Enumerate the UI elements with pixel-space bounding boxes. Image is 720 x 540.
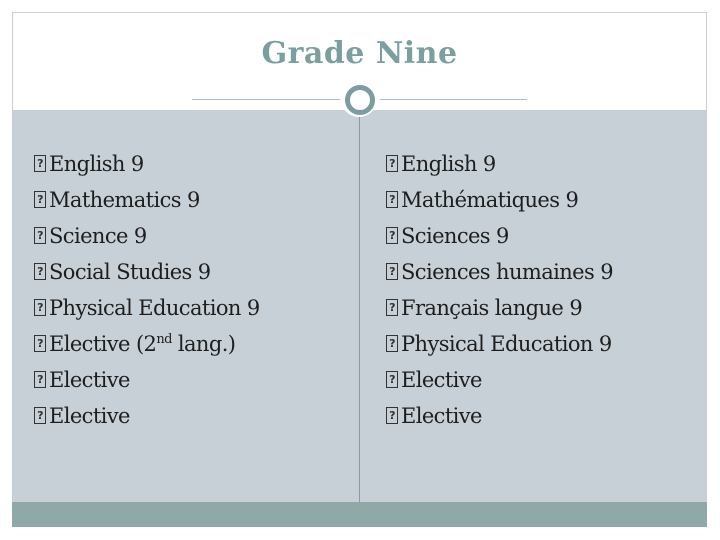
bullet-icon (386, 335, 398, 352)
course-name-part: lang.) (171, 332, 236, 356)
bullet-icon (386, 299, 398, 316)
list-item (386, 182, 613, 218)
course-name: Elective (49, 404, 130, 428)
course-name: Physical Education 9 (401, 332, 612, 356)
title-rule-right (380, 99, 527, 100)
list-item (386, 362, 613, 398)
bullet-icon (386, 263, 398, 280)
list-item (34, 362, 260, 398)
bullet-icon (34, 407, 46, 424)
bullet-icon (34, 155, 46, 172)
course-name: Social Studies 9 (49, 260, 211, 284)
course-name-part: Elective (2 (49, 332, 157, 356)
course-name: English 9 (401, 152, 496, 176)
list-item (34, 290, 260, 326)
ordinal-superscript: nd (156, 332, 172, 347)
course-name: Mathématiques 9 (401, 188, 579, 212)
list-item (386, 290, 613, 326)
list-item (386, 218, 613, 254)
course-name: Sciences 9 (401, 224, 509, 248)
english-program-list (34, 146, 260, 434)
list-item (34, 218, 260, 254)
course-name: Elective (401, 368, 482, 392)
footer-bar (12, 502, 707, 527)
course-name: Français langue 9 (401, 296, 583, 320)
bullet-icon (34, 263, 46, 280)
bullet-icon (34, 299, 46, 316)
title-rule-left (192, 99, 340, 100)
bullet-icon (386, 371, 398, 388)
column-divider (359, 110, 360, 502)
list-item (34, 326, 260, 362)
bullet-icon (386, 155, 398, 172)
course-name: Elective (401, 404, 482, 428)
list-item (34, 398, 260, 434)
bullet-icon (386, 407, 398, 424)
course-name: Physical Education 9 (49, 296, 260, 320)
course-name: English 9 (49, 152, 144, 176)
list-item (386, 254, 613, 290)
bullet-icon (34, 335, 46, 352)
list-item (34, 146, 260, 182)
course-name: Elective (49, 368, 130, 392)
course-name: Mathematics 9 (49, 188, 200, 212)
slide-title: Grade Nine (261, 36, 458, 71)
list-item (386, 398, 613, 434)
list-item (34, 182, 260, 218)
french-immersion-list (386, 146, 613, 434)
bullet-icon (34, 371, 46, 388)
list-item (386, 146, 613, 182)
bullet-icon (34, 191, 46, 208)
course-name: Sciences humaines 9 (401, 260, 614, 284)
course-name: Science 9 (49, 224, 147, 248)
list-item (34, 254, 260, 290)
ring-ornament-icon (341, 81, 377, 117)
list-item (386, 326, 613, 362)
bullet-icon (34, 227, 46, 244)
bullet-icon (386, 191, 398, 208)
bullet-icon (386, 227, 398, 244)
